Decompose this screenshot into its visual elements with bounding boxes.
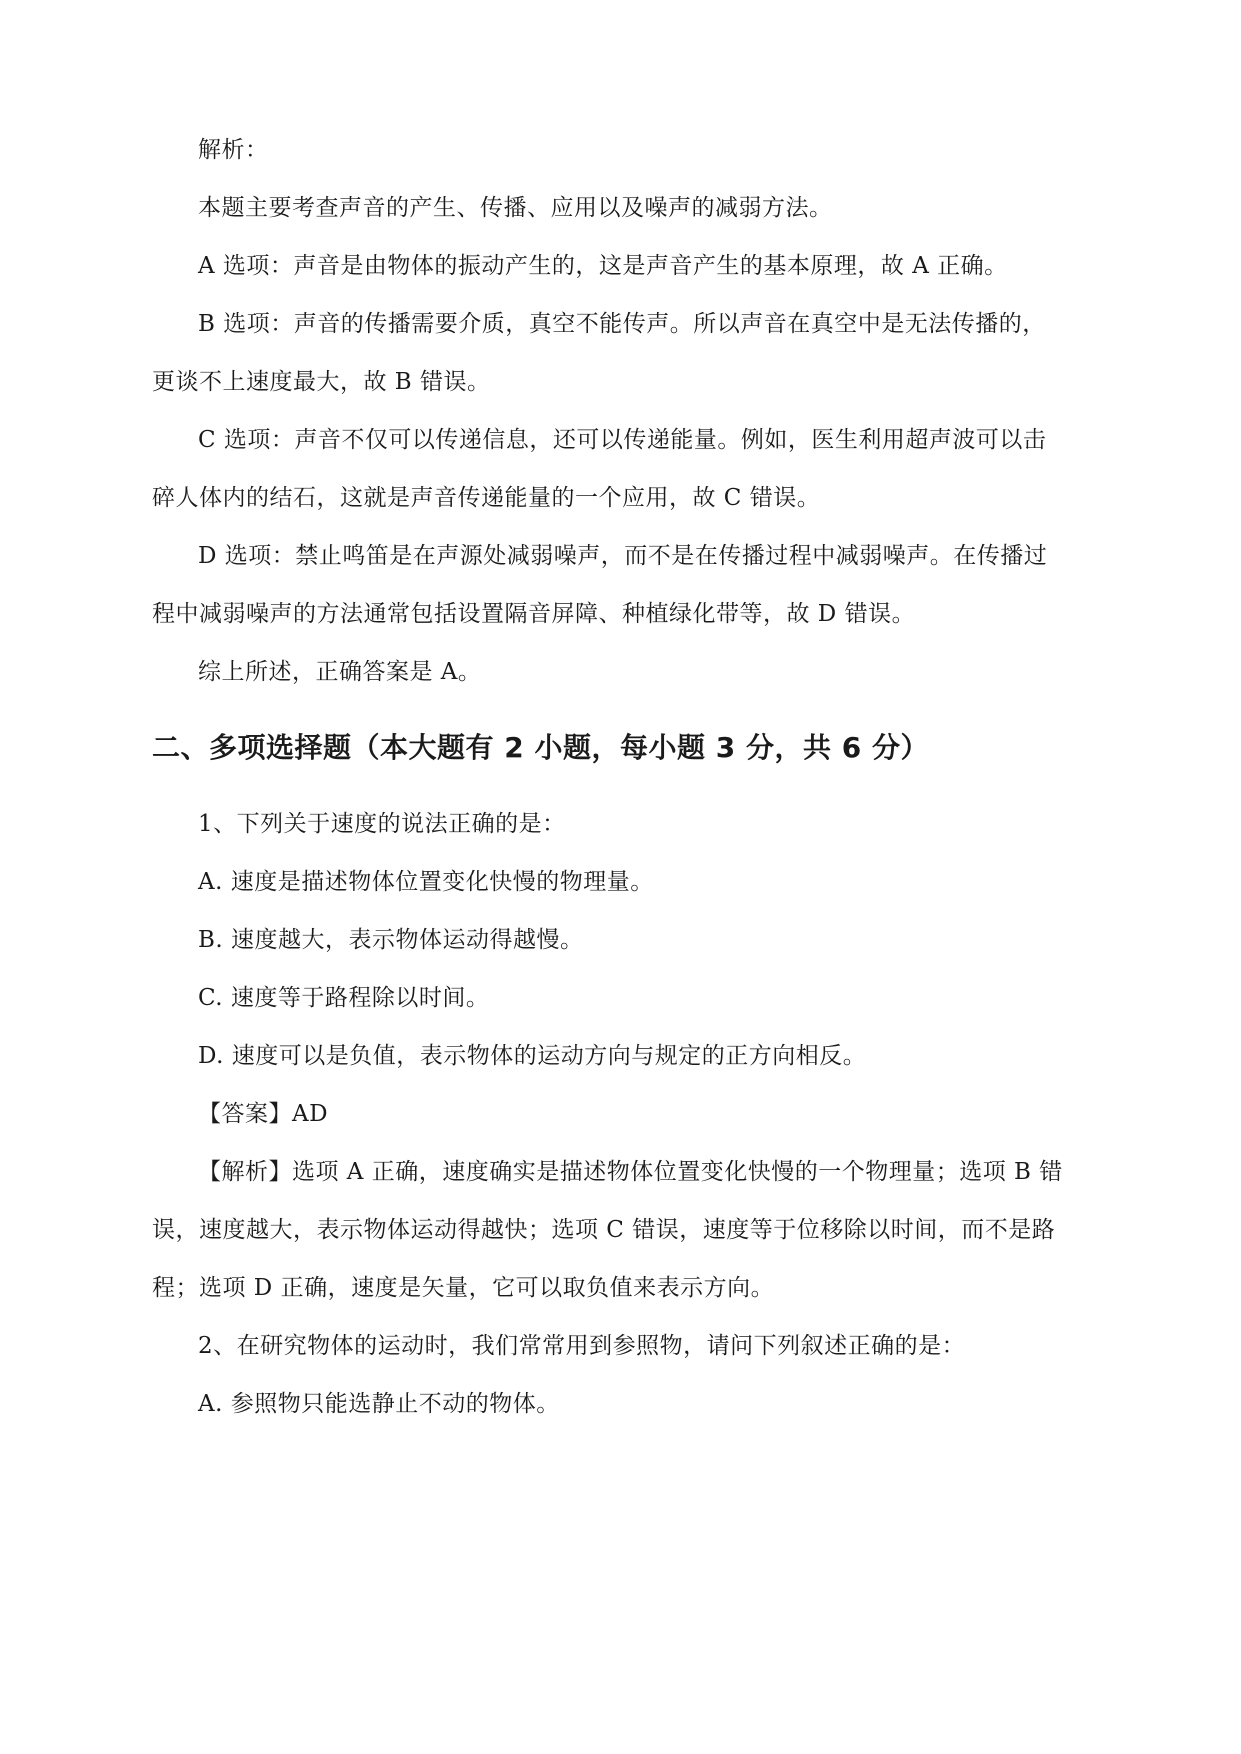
question-1-explanation-line3: 程；选项 D 正确，速度是矢量，它可以取负值来表示方向。 xyxy=(152,1275,775,1301)
analysis-intro: 本题主要考查声音的产生、传播、应用以及噪声的减弱方法。 xyxy=(198,195,833,221)
analysis-conclusion: 综上所述，正确答案是 A。 xyxy=(198,659,482,685)
question-1-option-b: B. 速度越大，表示物体运动得越慢。 xyxy=(198,927,584,953)
analysis-option-c-line2: 碎人体内的结石，这就是声音传递能量的一个应用，故 C 错误。 xyxy=(152,485,821,511)
question-1-option-d: D. 速度可以是负值，表示物体的运动方向与规定的正方向相反。 xyxy=(198,1043,867,1069)
section-heading: 二、多项选择题（本大题有 2 小题，每小题 3 分，共 6 分） xyxy=(152,731,929,764)
question-1-option-a: A. 速度是描述物体位置变化快慢的物理量。 xyxy=(198,869,654,895)
analysis-option-a: A 选项：声音是由物体的振动产生的，这是声音产生的基本原理，故 A 正确。 xyxy=(198,253,1008,279)
question-2-stem: 2、在研究物体的运动时，我们常常用到参照物，请问下列叙述正确的是： xyxy=(198,1333,966,1359)
question-1-explanation-line1: 【解析】选项 A 正确，速度确实是描述物体位置变化快慢的一个物理量；选项 B 错 xyxy=(198,1159,1063,1185)
analysis-option-b-line1: B 选项：声音的传播需要介质，真空不能传声。所以声音在真空中是无法传播的， xyxy=(198,311,1046,337)
question-1-answer: 【答案】AD xyxy=(198,1101,329,1127)
analysis-label: 解析： xyxy=(198,137,269,163)
question-1-explanation-line2: 误，速度越大，表示物体运动得越快；选项 C 错误，速度等于位移除以时间，而不是路 xyxy=(152,1217,1056,1243)
analysis-option-b-line2: 更谈不上速度最大，故 B 错误。 xyxy=(152,369,491,395)
analysis-option-d-line1: D 选项：禁止鸣笛是在声源处减弱噪声，而不是在传播过程中减弱噪声。在传播过 xyxy=(198,543,1048,569)
analysis-option-d-line2: 程中减弱噪声的方法通常包括设置隔音屏障、种植绿化带等，故 D 错误。 xyxy=(152,601,916,627)
question-1-option-c: C. 速度等于路程除以时间。 xyxy=(198,985,490,1011)
question-1-stem: 1、下列关于速度的说法正确的是： xyxy=(198,811,566,837)
question-2-option-a: A. 参照物只能选静止不动的物体。 xyxy=(198,1391,560,1417)
analysis-option-c-line1: C 选项：声音不仅可以传递信息，还可以传递能量。例如，医生利用超声波可以击 xyxy=(198,427,1047,453)
